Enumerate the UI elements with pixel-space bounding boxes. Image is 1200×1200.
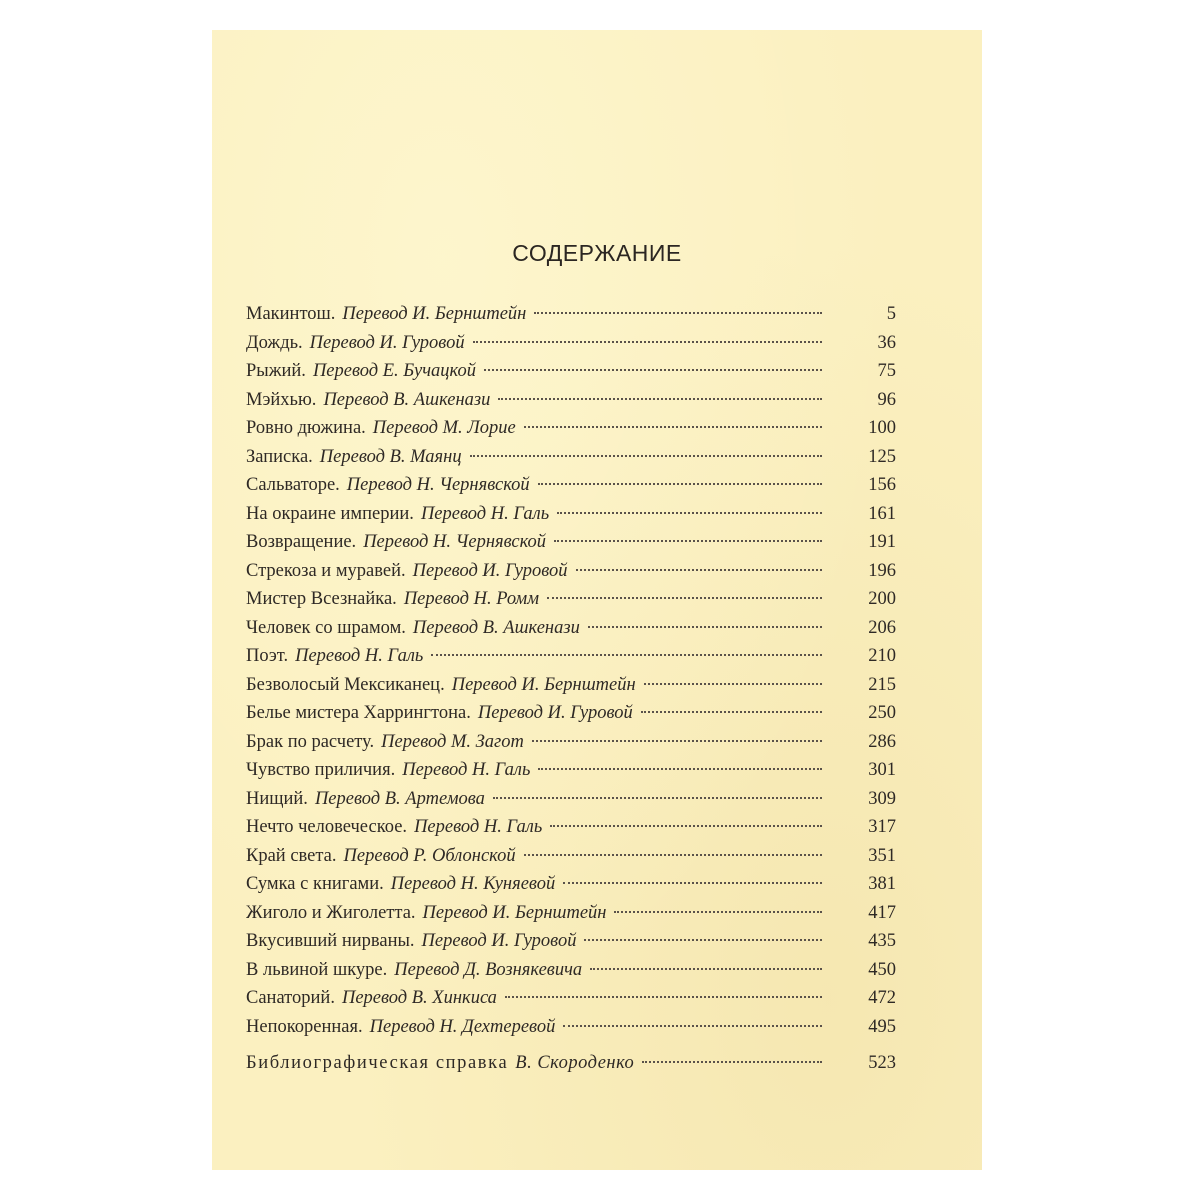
toc-entry — [246, 699, 896, 728]
toc-entry — [246, 813, 896, 842]
page-number: 351 — [868, 845, 896, 866]
dot-leader — [473, 341, 822, 343]
dot-leader — [538, 483, 822, 485]
page-number: 301 — [868, 760, 896, 780]
page-number: 250 — [868, 703, 896, 723]
dot-leader — [547, 597, 822, 599]
translator-credit: Перевод Н. Чернявской — [346, 475, 530, 495]
story-title: Санаторий. — [246, 988, 335, 1008]
translator-credit: Перевод И. Гуровой — [477, 703, 633, 723]
translator-credit: Перевод И. Бернштейн — [342, 304, 527, 324]
page-number: 100 — [868, 418, 896, 438]
page-number: 435 — [868, 931, 896, 951]
bibliography-entry — [246, 1049, 896, 1078]
translator-credit: Перевод М. Лорие — [372, 418, 516, 438]
translator-credit: Перевод Н. Дехтеревой — [369, 1016, 556, 1037]
story-title: Безволосый Мексиканец. — [246, 674, 445, 695]
page-number: 472 — [868, 988, 896, 1008]
translator-credit: Перевод Е. Бучацкой — [312, 361, 476, 381]
dot-leader — [563, 882, 822, 884]
story-title: Брак по расчету. — [246, 731, 375, 752]
toc-entry — [246, 443, 896, 472]
translator-credit: Перевод Н. Галь — [420, 503, 550, 524]
toc-entry — [246, 386, 896, 415]
story-title: Чувство приличия. — [246, 760, 396, 780]
page-number: 156 — [868, 475, 896, 495]
page-number: 200 — [868, 589, 896, 609]
translator-credit: Перевод Н. Галь — [402, 760, 531, 780]
toc-entry — [246, 1013, 896, 1042]
page-number: 210 — [868, 646, 896, 666]
translator-credit: Перевод В. Хинкиса — [341, 988, 497, 1008]
story-title: Дождь. — [246, 332, 303, 353]
page-number: 417 — [868, 902, 896, 923]
page-number: 36 — [877, 332, 896, 353]
page-number: 196 — [868, 560, 896, 581]
story-title: Ровно дюжина. — [246, 418, 366, 438]
translator-credit: Перевод В. Маянц — [319, 446, 462, 467]
page-number: 75 — [877, 361, 896, 381]
translator-credit: Перевод И. Гуровой — [412, 560, 568, 581]
story-title: Записка. — [246, 446, 313, 467]
dot-leader — [431, 654, 822, 656]
story-title: Вкусивший нирваны. — [246, 931, 415, 951]
story-title: Жиголо и Жиголетта. — [246, 902, 416, 923]
page-number: 125 — [868, 446, 896, 467]
page-number: 450 — [868, 959, 896, 980]
bibliography-author: В. Скороденко — [515, 1053, 635, 1073]
story-title: Сальваторе. — [246, 475, 340, 495]
dot-leader — [557, 512, 822, 514]
story-title: Нечто человеческое. — [246, 817, 408, 837]
dot-leader — [554, 540, 822, 542]
dot-leader — [644, 683, 822, 685]
story-title: Белье мистера Харрингтона. — [246, 703, 471, 723]
translator-credit: Перевод Р. Облонской — [343, 845, 516, 866]
page-number: 381 — [868, 874, 896, 894]
page-number: 191 — [868, 532, 896, 552]
book-page — [212, 30, 982, 1170]
toc-entry — [246, 870, 896, 899]
dot-leader — [588, 626, 822, 628]
page-number: 495 — [868, 1016, 896, 1037]
translator-credit: Перевод В. Ашкенази — [323, 389, 491, 410]
translator-credit: Перевод И. Гуровой — [309, 332, 465, 353]
dot-leader — [470, 455, 822, 457]
page-number: 215 — [868, 674, 896, 695]
page-number: 96 — [877, 389, 896, 410]
toc-entry — [246, 614, 896, 643]
story-title: На окраине империи. — [246, 503, 414, 524]
toc-entry — [246, 557, 896, 586]
story-title: Макинтош. — [246, 304, 336, 324]
toc-entry — [246, 357, 896, 386]
toc-entry — [246, 842, 896, 871]
story-title: Стрекоза и муравей. — [246, 560, 406, 581]
dot-leader — [524, 854, 822, 856]
toc-entry — [246, 528, 896, 557]
dot-leader — [584, 939, 822, 941]
dot-leader — [532, 740, 822, 742]
dot-leader — [484, 369, 822, 371]
story-title: Мистер Всезнайка. — [246, 589, 397, 609]
page-title: СОДЕРЖАНИЕ — [512, 240, 682, 266]
dot-leader — [642, 1061, 822, 1063]
translator-credit: Перевод Н. Галь — [295, 646, 424, 666]
translator-credit: Перевод Н. Куняевой — [390, 874, 556, 894]
page-number: 523 — [868, 1053, 896, 1073]
dot-leader — [550, 825, 822, 827]
toc-entry — [246, 899, 896, 928]
toc-entry — [246, 756, 896, 785]
translator-credit: Перевод В. Артемова — [314, 788, 485, 809]
toc-entry — [246, 585, 896, 614]
toc-entry — [246, 471, 896, 500]
story-title: В львиной шкуре. — [246, 959, 388, 980]
toc-entry — [246, 956, 896, 985]
toc-entry — [246, 500, 896, 529]
bibliography-label: Библиографическая справка — [246, 1053, 509, 1073]
translator-credit: Перевод Н. Ромм — [403, 589, 540, 609]
story-title: Человек со шрамом. — [246, 617, 406, 638]
toc-entry — [246, 927, 896, 956]
dot-leader — [614, 911, 822, 913]
toc-entry — [246, 984, 896, 1013]
dot-leader — [563, 1025, 822, 1027]
page-number: 5 — [886, 304, 896, 324]
story-title: Край света. — [246, 845, 337, 866]
table-of-contents — [246, 300, 896, 1078]
translator-credit: Перевод И. Гуровой — [421, 931, 577, 951]
story-title: Рыжий. — [246, 361, 306, 381]
toc-entry — [246, 414, 896, 443]
page-number: 161 — [868, 503, 896, 524]
translator-credit: Перевод Д. Вознякевича — [394, 959, 583, 980]
dot-leader — [590, 968, 822, 970]
dot-leader — [641, 711, 822, 713]
page-number: 317 — [868, 817, 896, 837]
toc-entry — [246, 728, 896, 757]
dot-leader — [505, 996, 822, 998]
story-title: Возвращение. — [246, 532, 357, 552]
story-title: Непокоренная. — [246, 1016, 363, 1037]
dot-leader — [534, 312, 822, 314]
dot-leader — [538, 768, 822, 770]
translator-credit: Перевод М. Загот — [381, 731, 524, 752]
toc-entry — [246, 642, 896, 671]
dot-leader — [524, 426, 822, 428]
dot-leader — [498, 398, 822, 400]
story-title: Нищий. — [246, 788, 308, 809]
dot-leader — [493, 797, 822, 799]
translator-credit: Перевод И. Бернштейн — [451, 674, 636, 695]
translator-credit: Перевод Н. Галь — [414, 817, 543, 837]
toc-entry — [246, 329, 896, 358]
toc-entry — [246, 671, 896, 700]
translator-credit: Перевод Н. Чернявской — [363, 532, 547, 552]
story-title: Мэйхью. — [246, 389, 317, 410]
toc-entry — [246, 785, 896, 814]
translator-credit: Перевод В. Ашкенази — [412, 617, 580, 638]
story-title: Поэт. — [246, 646, 289, 666]
page-number: 309 — [868, 788, 896, 809]
dot-leader — [576, 569, 822, 571]
toc-entry — [246, 300, 896, 329]
page-number: 206 — [868, 617, 896, 638]
story-title: Сумка с книгами. — [246, 874, 384, 894]
page-number: 286 — [868, 731, 896, 752]
translator-credit: Перевод И. Бернштейн — [422, 902, 607, 923]
